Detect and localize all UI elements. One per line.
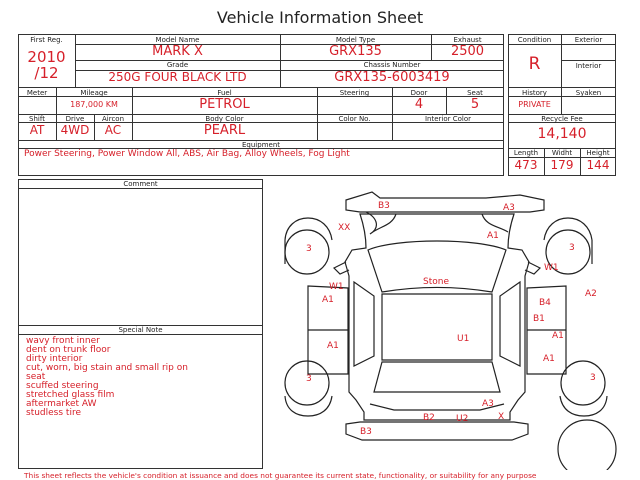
recycle-fee-value: 14,140 <box>537 126 587 142</box>
comment-box <box>18 179 263 469</box>
special-note-3: dirty interior <box>26 354 83 364</box>
left-window-outline <box>354 282 374 366</box>
seat-label: Seat <box>467 89 483 97</box>
shift-label: Shift <box>29 115 45 123</box>
spare-tire <box>558 420 616 470</box>
body-color-label: Body Color <box>205 115 244 123</box>
first-reg-month: /12 <box>34 64 59 82</box>
exhaust-value: 2500 <box>450 44 485 59</box>
special-note-label: Special Note <box>118 326 163 334</box>
mark-a1-right-lower: A1 <box>543 354 555 364</box>
rear-bumper-outline <box>346 422 528 440</box>
model-name-value: MARK X <box>152 44 203 59</box>
length-label: Length <box>513 149 539 157</box>
mark-u1: U1 <box>457 334 470 344</box>
first-reg-year: 2010 <box>27 48 66 66</box>
meter-label: Meter <box>26 89 48 97</box>
special-note-6: scuffed steering <box>26 381 99 391</box>
steering-label: Steering <box>339 89 370 97</box>
special-note-8: aftermarket AW <box>26 399 97 409</box>
special-note-2: dent on trunk floor <box>26 345 111 355</box>
roof-outline <box>382 294 492 360</box>
mark-a1-left-upper: A1 <box>322 295 334 305</box>
equipment-value: Power Steering, Power Window All, ABS, Air Bag, Alloy Wheels, Fog Light <box>24 149 350 159</box>
mark-xx: XX <box>338 223 351 233</box>
mark-b3-top: B3 <box>378 201 390 211</box>
interior-label: Interior <box>575 62 602 70</box>
mark-a1-left-lower: A1 <box>327 341 339 351</box>
mark-b1: B1 <box>533 314 545 324</box>
mark-b3-bottom: B3 <box>360 427 372 437</box>
tire-rear-right <box>561 361 605 405</box>
mark-u2: U2 <box>456 414 469 424</box>
history-label: History <box>522 89 547 97</box>
body-color-value: PEARL <box>203 123 246 138</box>
door-value: 4 <box>414 97 424 112</box>
mark-stone: Stone <box>423 277 449 287</box>
special-note-9: studless tire <box>26 408 81 418</box>
comment-label: Comment <box>123 180 158 188</box>
width-label: Widht <box>551 149 573 157</box>
exhaust-label: Exhaust <box>453 36 482 44</box>
model-type-label: Model Type <box>335 36 376 44</box>
drive-label: Drive <box>65 115 85 123</box>
car-body-outline <box>345 214 529 420</box>
special-note-1: wavy front inner <box>26 336 100 346</box>
condition-value: R <box>528 54 541 74</box>
syaken-label: Syaken <box>575 89 602 97</box>
interior-color-label: Interior Color <box>424 115 472 123</box>
page-title: Vehicle Information Sheet <box>216 8 424 27</box>
model-type-value: GRX135 <box>329 44 382 59</box>
mark-tire-fr: 3 <box>569 243 575 253</box>
special-note-5: seat <box>26 372 46 382</box>
aircon-label: Aircon <box>101 115 125 123</box>
door-label: Door <box>410 89 428 97</box>
first-reg-label: First Reg. <box>30 36 63 44</box>
grade-value: 250G FOUR BLACK LTD <box>108 70 247 84</box>
mark-b2: B2 <box>423 413 435 423</box>
mark-tire-fl: 3 <box>306 244 312 254</box>
mark-a1-top: A1 <box>487 231 499 241</box>
car-condition-diagram <box>264 178 634 470</box>
equipment-label: Equipment <box>242 141 280 149</box>
grade-label: Grade <box>166 61 189 69</box>
chassis-number-label: Chassis Number <box>363 61 421 69</box>
mark-b4: B4 <box>539 298 551 308</box>
height-value: 144 <box>586 158 610 172</box>
model-name-label: Model Name <box>155 36 200 44</box>
special-note-4: cut, worn, big stain and small rip on <box>26 363 188 373</box>
exterior-label: Exterior <box>574 36 603 44</box>
shift-value: AT <box>29 123 45 137</box>
mark-tire-rl: 3 <box>306 374 312 384</box>
height-label: Height <box>586 149 610 157</box>
color-no-label: Color No. <box>338 115 371 123</box>
mark-a2: A2 <box>585 289 597 299</box>
drive-value: 4WD <box>60 123 90 137</box>
mark-a3-top: A3 <box>503 203 515 213</box>
fuel-value: PETROL <box>199 97 250 112</box>
disclaimer-footer: This sheet reflects the vehicle's condition at issuance and does not guarantee its current state, functionality, or suitability for any purpose <box>24 471 537 480</box>
right-window-outline <box>500 282 520 366</box>
special-note-7: stretched glass film <box>26 390 115 400</box>
mark-x-bottom: X <box>498 412 505 422</box>
history-value: PRIVATE <box>518 100 551 109</box>
mark-a1-right-mid: A1 <box>552 331 564 341</box>
width-value: 179 <box>550 158 574 172</box>
recycle-fee-label: Recycle Fee <box>541 115 583 123</box>
aircon-value: AC <box>104 123 122 137</box>
seat-value: 5 <box>470 97 480 112</box>
rear-window-outline <box>374 362 500 392</box>
length-value: 473 <box>514 158 538 172</box>
mileage-value: 187,000 KM <box>70 100 118 109</box>
condition-label: Condition <box>517 36 552 44</box>
mark-tire-rr: 3 <box>590 373 596 383</box>
fuel-label: Fuel <box>217 89 232 97</box>
mileage-label: Mileage <box>80 89 108 97</box>
mark-w1-right: W1 <box>544 263 559 273</box>
chassis-number-value: GRX135-6003419 <box>334 70 450 85</box>
mark-w1-left: W1 <box>329 282 344 292</box>
mark-a3-bottom: A3 <box>482 399 494 409</box>
